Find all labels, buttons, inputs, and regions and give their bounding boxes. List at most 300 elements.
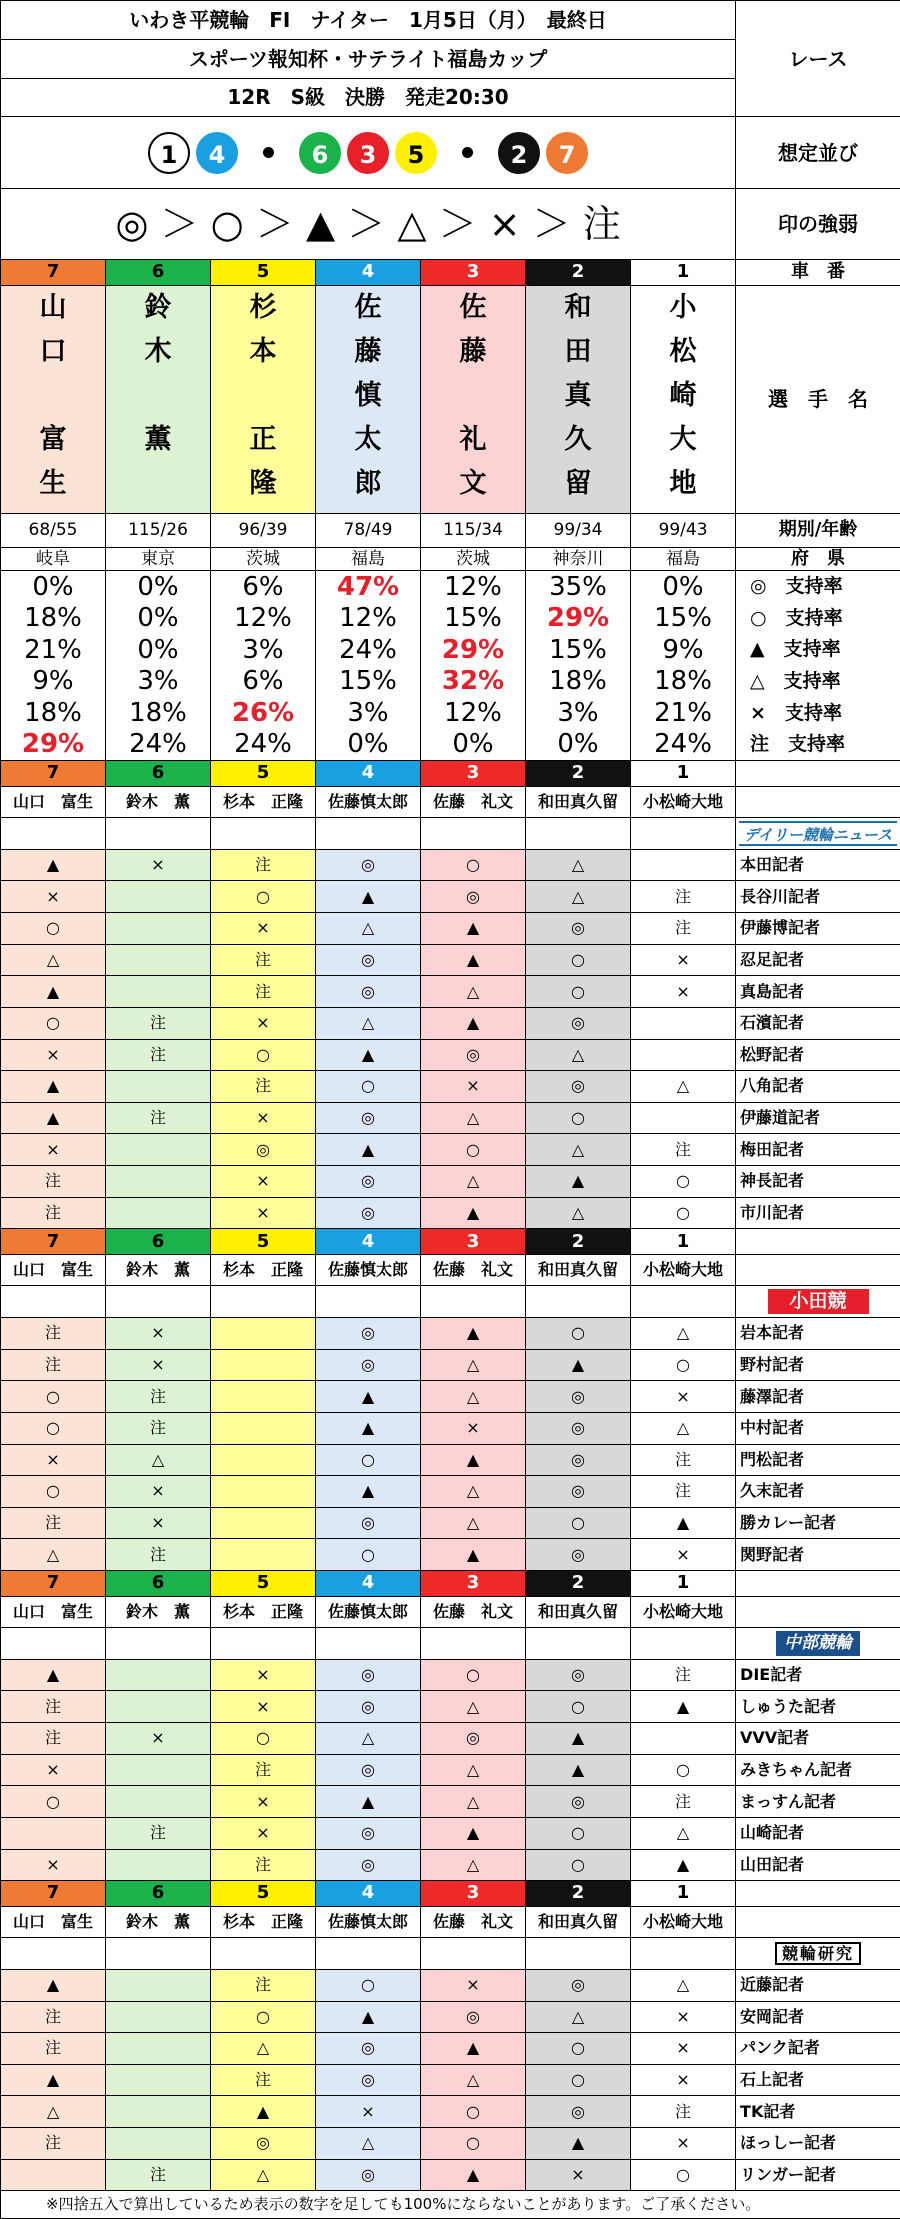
section-rider-5: 杉本 正隆 xyxy=(211,1254,316,1286)
pick-mark xyxy=(106,881,211,913)
section-name-blank xyxy=(736,786,900,818)
pick-mark: ▲ xyxy=(421,2159,526,2191)
reporter-row xyxy=(1,1817,900,1849)
lineup-cell xyxy=(1,117,736,188)
pick-mark: ○ xyxy=(631,1754,736,1786)
section-car-blank xyxy=(736,1229,900,1255)
pick-mark xyxy=(106,944,211,976)
section-rider-5: 杉本 正隆 xyxy=(211,1906,316,1938)
section-0-name-row xyxy=(1,786,900,818)
car-number-2: 2 xyxy=(526,260,631,286)
pick-mark: × xyxy=(421,1412,526,1444)
support-1-3: 18% xyxy=(631,666,736,698)
pick-mark xyxy=(631,1007,736,1039)
lineup-ball-2: 2 xyxy=(498,132,540,174)
logo-row-blank xyxy=(316,1628,421,1660)
pick-mark: ○ xyxy=(631,1166,736,1198)
reporter-name: TK記者 xyxy=(736,2096,900,2128)
pick-mark: ▲ xyxy=(316,2001,421,2033)
pick-mark xyxy=(106,1166,211,1198)
reporter-row xyxy=(1,1691,900,1723)
name-char: 正 xyxy=(249,423,277,455)
support-2-4: 3% xyxy=(526,697,631,729)
pick-mark: ○ xyxy=(421,1659,526,1691)
pref-row xyxy=(1,547,900,570)
section-0-logo-row xyxy=(1,818,900,850)
section-2-car-row xyxy=(1,1571,900,1597)
section-car-number-5: 5 xyxy=(211,1881,316,1907)
pick-mark: ▲ xyxy=(1,1071,106,1103)
pick-mark: △ xyxy=(631,1969,736,2001)
pick-mark: × xyxy=(211,1817,316,1849)
pick-mark: 注 xyxy=(211,1969,316,2001)
pick-mark: ◎ xyxy=(316,944,421,976)
pick-mark: ◎ xyxy=(526,913,631,945)
support-label-1: ○ 支持率 xyxy=(736,602,900,634)
car-number-label: 車 番 xyxy=(736,260,900,286)
pick-mark: × xyxy=(1,1444,106,1476)
name-char: 木 xyxy=(144,335,172,367)
support-label-0: ◎ 支持率 xyxy=(736,571,900,603)
pick-mark: △ xyxy=(316,913,421,945)
reporter-name: みきちゃん記者 xyxy=(736,1754,900,1786)
pick-mark: ○ xyxy=(1,1412,106,1444)
reporter-name: 神長記者 xyxy=(736,1166,900,1198)
car-number-5: 5 xyxy=(211,260,316,286)
pick-mark: 注 xyxy=(1,2033,106,2065)
logo-row-blank xyxy=(211,818,316,850)
support-label-2: ▲ 支持率 xyxy=(736,634,900,666)
pick-mark: 注 xyxy=(106,1007,211,1039)
pick-mark: ○ xyxy=(526,1691,631,1723)
pick-mark xyxy=(106,913,211,945)
section-rider-2: 和田真久留 xyxy=(526,786,631,818)
name-char: 杉 xyxy=(249,291,277,323)
support-label-5: 注 支持率 xyxy=(736,729,900,761)
pref-label: 府 県 xyxy=(736,547,900,570)
pick-mark: × xyxy=(1,1039,106,1071)
pick-mark: 注 xyxy=(211,944,316,976)
reporter-name: 長谷川記者 xyxy=(736,881,900,913)
support-6-0: 0% xyxy=(106,571,211,603)
pick-mark: △ xyxy=(526,1197,631,1229)
pick-mark: ◎ xyxy=(316,976,421,1008)
car-number-3: 3 xyxy=(421,260,526,286)
pick-mark: ▲ xyxy=(421,1817,526,1849)
pick-mark: △ xyxy=(316,2128,421,2160)
pick-mark: ○ xyxy=(526,976,631,1008)
pick-mark: ○ xyxy=(316,1444,421,1476)
pick-mark: ○ xyxy=(1,1476,106,1508)
section-3-name-row xyxy=(1,1906,900,1938)
pick-mark: ▲ xyxy=(1,976,106,1008)
period-5: 96/39 xyxy=(211,514,316,548)
reporter-row xyxy=(1,2096,900,2128)
section-car-number-3: 3 xyxy=(421,1881,526,1907)
pick-mark: ▲ xyxy=(631,1507,736,1539)
pref-2: 神奈川 xyxy=(526,547,631,570)
pick-mark xyxy=(106,2001,211,2033)
support-2-2: 15% xyxy=(526,634,631,666)
logo-row-blank xyxy=(106,1628,211,1660)
section-car-number-3: 3 xyxy=(421,761,526,787)
pick-mark: ◎ xyxy=(316,1507,421,1539)
period-row xyxy=(1,514,900,548)
pick-mark: 注 xyxy=(211,849,316,881)
pick-mark: × xyxy=(631,2064,736,2096)
name-char: 和 xyxy=(564,291,592,323)
pick-mark: ○ xyxy=(526,1817,631,1849)
section-rider-7: 山口 富生 xyxy=(1,1596,106,1628)
name-char: 鈴 xyxy=(144,291,172,323)
reporter-row xyxy=(1,1849,900,1881)
pick-mark: ◎ xyxy=(316,1849,421,1881)
period-7: 68/55 xyxy=(1,514,106,548)
support-5-3: 6% xyxy=(211,666,316,698)
reporter-name: 久末記者 xyxy=(736,1476,900,1508)
pick-mark: ◎ xyxy=(526,1539,631,1571)
pick-mark: ▲ xyxy=(526,1754,631,1786)
car-number-row xyxy=(1,260,900,286)
pick-mark: △ xyxy=(421,2064,526,2096)
lineup-ball-7: 7 xyxy=(546,132,588,174)
pick-mark xyxy=(106,1071,211,1103)
logo-row-blank xyxy=(421,818,526,850)
pick-mark: ▲ xyxy=(1,2064,106,2096)
reporter-row xyxy=(1,2001,900,2033)
pick-mark: × xyxy=(106,1476,211,1508)
pick-mark xyxy=(211,1381,316,1413)
pick-mark xyxy=(106,1659,211,1691)
pick-mark: ▲ xyxy=(526,1723,631,1755)
pick-mark: ◎ xyxy=(526,1476,631,1508)
pick-mark xyxy=(106,2096,211,2128)
period-label: 期別/年齢 xyxy=(736,514,900,548)
pick-mark: ◎ xyxy=(316,1817,421,1849)
pick-mark: × xyxy=(106,1349,211,1381)
lineup-label: 想定並び xyxy=(736,117,900,188)
pref-3: 茨城 xyxy=(421,547,526,570)
pick-mark xyxy=(211,1539,316,1571)
pick-mark xyxy=(631,1102,736,1134)
section-logo-cell xyxy=(736,818,900,850)
section-car-blank xyxy=(736,1881,900,1907)
reporter-name: 中村記者 xyxy=(736,1412,900,1444)
header-row-1 xyxy=(1,1,900,40)
pick-mark: ▲ xyxy=(421,1539,526,1571)
section-logo-cell xyxy=(736,1938,900,1970)
reporter-name: 伊藤道記者 xyxy=(736,1102,900,1134)
section-2-name-row xyxy=(1,1596,900,1628)
reporter-name: 関野記者 xyxy=(736,1539,900,1571)
pick-mark: 注 xyxy=(106,2159,211,2191)
reporter-row xyxy=(1,1166,900,1198)
pick-mark: △ xyxy=(421,1166,526,1198)
pick-mark: ▲ xyxy=(316,1039,421,1071)
pick-mark: ◎ xyxy=(211,2128,316,2160)
reporter-row xyxy=(1,1412,900,1444)
reporter-name: 松野記者 xyxy=(736,1039,900,1071)
reporter-name: パンク記者 xyxy=(736,2033,900,2065)
pick-mark: 注 xyxy=(1,1166,106,1198)
pick-mark: 注 xyxy=(631,913,736,945)
section-name-blank xyxy=(736,1254,900,1286)
logo-3: 競輪研究 xyxy=(775,1942,861,1965)
section-logo-cell xyxy=(736,1628,900,1660)
reporter-row xyxy=(1,1723,900,1755)
pick-mark xyxy=(211,1476,316,1508)
support-6-2: 0% xyxy=(106,634,211,666)
section-car-number-7: 7 xyxy=(1,1229,106,1255)
car-number-7: 7 xyxy=(1,260,106,286)
pick-mark: × xyxy=(421,1071,526,1103)
pick-mark: ▲ xyxy=(526,1166,631,1198)
logo-row-blank xyxy=(106,818,211,850)
pick-mark: ○ xyxy=(316,1969,421,2001)
section-rider-1: 小松崎大地 xyxy=(631,1254,736,1286)
support-2-3: 18% xyxy=(526,666,631,698)
pick-mark: × xyxy=(211,1659,316,1691)
section-car-number-5: 5 xyxy=(211,1571,316,1597)
name-char: 大 xyxy=(669,423,697,455)
logo-row-blank xyxy=(526,1628,631,1660)
section-car-number-7: 7 xyxy=(1,761,106,787)
name-char: 小 xyxy=(669,291,697,323)
rider-name-7 xyxy=(1,285,106,514)
logo-row-blank xyxy=(526,818,631,850)
pick-mark xyxy=(1,2159,106,2191)
support-4-5: 0% xyxy=(316,729,421,761)
pick-mark: 注 xyxy=(106,1539,211,1571)
car-number-4: 4 xyxy=(316,260,421,286)
section-car-blank xyxy=(736,1571,900,1597)
support-label-3: △ 支持率 xyxy=(736,666,900,698)
pick-mark: ◎ xyxy=(316,1197,421,1229)
support-row-2 xyxy=(1,634,900,666)
pick-mark: × xyxy=(211,1197,316,1229)
pick-mark: ▲ xyxy=(631,1691,736,1723)
pick-mark: 注 xyxy=(1,1691,106,1723)
pick-mark xyxy=(106,1134,211,1166)
pick-mark: ▲ xyxy=(421,1007,526,1039)
support-3-0: 12% xyxy=(421,571,526,603)
logo-row-blank xyxy=(421,1938,526,1970)
pick-mark: 注 xyxy=(1,2128,106,2160)
logo-row-blank xyxy=(526,1938,631,1970)
support-2-0: 35% xyxy=(526,571,631,603)
name-char: 藤 xyxy=(459,335,487,367)
pick-mark: △ xyxy=(631,1071,736,1103)
section-3-logo-row xyxy=(1,1938,900,1970)
pick-mark: ○ xyxy=(526,1102,631,1134)
pick-mark: ▲ xyxy=(316,1412,421,1444)
name-char: 山 xyxy=(39,291,67,323)
pick-mark: 注 xyxy=(211,976,316,1008)
section-car-number-5: 5 xyxy=(211,1229,316,1255)
pick-mark xyxy=(211,1444,316,1476)
pick-mark: 注 xyxy=(211,2064,316,2096)
pick-mark: ▲ xyxy=(631,1849,736,1881)
marks-row xyxy=(1,188,900,259)
name-char xyxy=(1,374,105,418)
pick-mark: ◎ xyxy=(526,1444,631,1476)
pick-mark: × xyxy=(316,2096,421,2128)
pick-mark: × xyxy=(1,1754,106,1786)
support-1-1: 15% xyxy=(631,602,736,634)
section-car-number-6: 6 xyxy=(106,1229,211,1255)
rider-name-6 xyxy=(106,285,211,514)
section-name-blank xyxy=(736,1906,900,1938)
name-char: 生 xyxy=(39,467,67,499)
pick-mark: 注 xyxy=(106,1817,211,1849)
pick-mark: 注 xyxy=(631,881,736,913)
name-char: 富 xyxy=(39,423,67,455)
section-car-number-4: 4 xyxy=(316,761,421,787)
section-3-car-row xyxy=(1,1881,900,1907)
logo-row-blank xyxy=(316,1286,421,1318)
reporter-row xyxy=(1,1444,900,1476)
name-char: 崎 xyxy=(669,379,697,411)
section-2-logo-row xyxy=(1,1628,900,1660)
reporter-row xyxy=(1,1659,900,1691)
support-1-4: 21% xyxy=(631,697,736,729)
pick-mark: 注 xyxy=(1,1723,106,1755)
pick-mark: 注 xyxy=(106,1102,211,1134)
reporter-name: 山崎記者 xyxy=(736,1817,900,1849)
pick-mark xyxy=(211,1318,316,1350)
section-car-number-7: 7 xyxy=(1,1571,106,1597)
pick-mark: 注 xyxy=(1,1507,106,1539)
support-7-0: 0% xyxy=(1,571,106,603)
pick-mark: ◎ xyxy=(421,881,526,913)
pick-mark: 注 xyxy=(1,1349,106,1381)
period-3: 115/34 xyxy=(421,514,526,548)
support-6-4: 18% xyxy=(106,697,211,729)
pick-mark: × xyxy=(1,1849,106,1881)
support-7-3: 9% xyxy=(1,666,106,698)
name-char xyxy=(106,462,210,506)
pick-mark: ○ xyxy=(421,2128,526,2160)
support-6-5: 24% xyxy=(106,729,211,761)
pick-mark xyxy=(106,1849,211,1881)
pick-mark: △ xyxy=(421,1507,526,1539)
pick-mark: ○ xyxy=(1,1381,106,1413)
lineup-ball-5: 5 xyxy=(395,132,437,174)
pick-mark: △ xyxy=(421,1754,526,1786)
section-car-number-7: 7 xyxy=(1,1881,106,1907)
pick-mark: ◎ xyxy=(421,1723,526,1755)
pick-mark: ◎ xyxy=(526,1969,631,2001)
pick-mark: △ xyxy=(526,1134,631,1166)
pick-mark: ○ xyxy=(526,1849,631,1881)
pick-mark: × xyxy=(526,2159,631,2191)
pick-mark: ○ xyxy=(1,1007,106,1039)
support-7-5: 29% xyxy=(1,729,106,761)
section-rider-4: 佐藤慎太郎 xyxy=(316,786,421,818)
logo-0: デイリー競輪ニュース xyxy=(739,821,897,846)
pick-mark: × xyxy=(211,1691,316,1723)
name-char: 藤 xyxy=(354,335,382,367)
name-char xyxy=(211,374,315,418)
reporter-name: 忍足記者 xyxy=(736,944,900,976)
reporter-name: 藤澤記者 xyxy=(736,1381,900,1413)
pick-mark xyxy=(106,976,211,1008)
pick-mark: ▲ xyxy=(1,1659,106,1691)
footer-note: ※四捨五入で算出しているため表示の数字を足しても100%にならないことがあります。ご了承ください。 xyxy=(1,2191,900,2219)
race-label: レース xyxy=(736,1,900,117)
section-rider-1: 小松崎大地 xyxy=(631,1596,736,1628)
pick-mark: ○ xyxy=(526,2033,631,2065)
support-5-0: 6% xyxy=(211,571,316,603)
reporter-row xyxy=(1,1507,900,1539)
pick-mark: ▲ xyxy=(1,1102,106,1134)
logo-1: 小田競 xyxy=(768,1289,869,1314)
pick-mark xyxy=(106,2128,211,2160)
pick-mark: × xyxy=(1,881,106,913)
pick-mark xyxy=(106,2064,211,2096)
pick-mark: ○ xyxy=(1,913,106,945)
pick-mark xyxy=(211,1507,316,1539)
reporter-row xyxy=(1,1754,900,1786)
support-row-5 xyxy=(1,729,900,761)
logo-row-blank xyxy=(211,1628,316,1660)
section-logo-cell xyxy=(736,1286,900,1318)
pick-mark: ○ xyxy=(316,1071,421,1103)
pick-mark xyxy=(106,1786,211,1818)
section-car-number-2: 2 xyxy=(526,1571,631,1597)
logo-row-blank xyxy=(631,818,736,850)
support-4-1: 12% xyxy=(316,602,421,634)
pick-mark: × xyxy=(631,1539,736,1571)
support-3-4: 12% xyxy=(421,697,526,729)
pick-mark: × xyxy=(211,1102,316,1134)
reporter-row xyxy=(1,1197,900,1229)
reporter-row xyxy=(1,2159,900,2191)
pick-mark: ▲ xyxy=(211,2096,316,2128)
rider-name-2 xyxy=(526,285,631,514)
pick-mark: △ xyxy=(211,2033,316,2065)
pick-mark xyxy=(106,1197,211,1229)
reporter-name: 勝カレー記者 xyxy=(736,1507,900,1539)
pick-mark: 注 xyxy=(631,1659,736,1691)
name-char xyxy=(421,374,525,418)
pick-mark: △ xyxy=(1,2096,106,2128)
pick-mark: △ xyxy=(421,1691,526,1723)
pick-mark: ▲ xyxy=(421,913,526,945)
header-line-1: いわき平競輪 FⅠ ナイター 1月5日（月） 最終日 xyxy=(1,1,736,40)
support-row-0 xyxy=(1,571,900,603)
pick-mark: △ xyxy=(526,2001,631,2033)
reporter-row xyxy=(1,1039,900,1071)
reporter-row xyxy=(1,2033,900,2065)
pick-mark: △ xyxy=(526,881,631,913)
reporter-name: 近藤記者 xyxy=(736,1969,900,2001)
reporter-name: 山田記者 xyxy=(736,1849,900,1881)
pick-mark: ▲ xyxy=(421,1197,526,1229)
section-car-number-3: 3 xyxy=(421,1229,526,1255)
reporter-name: 八角記者 xyxy=(736,1071,900,1103)
name-char: 郎 xyxy=(354,467,382,499)
pick-mark: 注 xyxy=(1,2001,106,2033)
support-4-2: 24% xyxy=(316,634,421,666)
pick-mark: ○ xyxy=(211,1039,316,1071)
section-1-logo-row xyxy=(1,1286,900,1318)
pick-mark: ◎ xyxy=(526,1412,631,1444)
section-car-number-4: 4 xyxy=(316,1881,421,1907)
pick-mark: 注 xyxy=(106,1412,211,1444)
support-row-3 xyxy=(1,666,900,698)
pick-mark: 注 xyxy=(211,1849,316,1881)
